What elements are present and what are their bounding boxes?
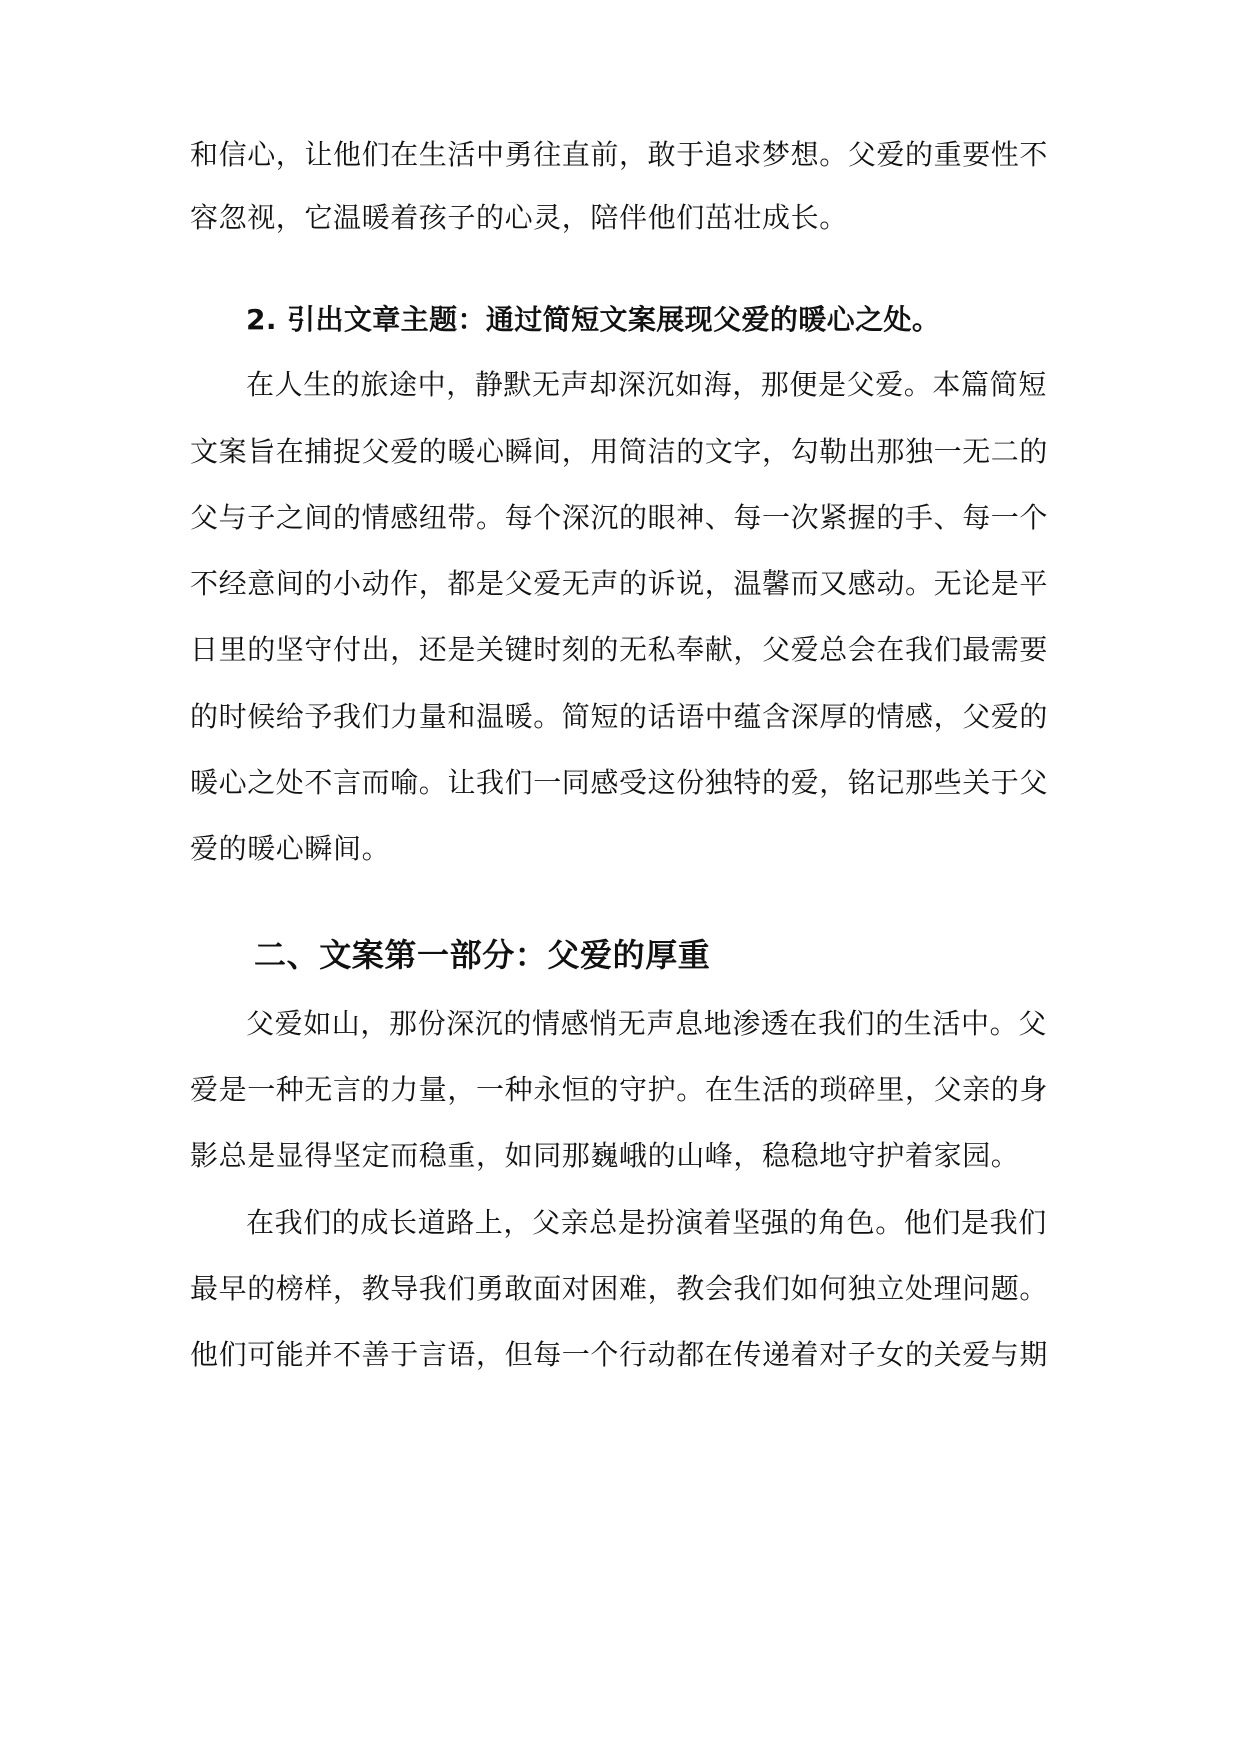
body-text-line: 日里的坚守付出，还是关键时刻的无私奉献，父爱总会在我们最需要 [190,633,1049,666]
subsection-heading: 2. 引出文章主题：通过简短文案展现父爱的暖心之处。 [246,303,941,336]
body-text-line: 不经意间的小动作，都是父爱无声的诉说，温馨而又感动。无论是平 [190,567,1049,600]
body-text-line: 父爱如山，那份深沉的情感悄无声息地渗透在我们的生活中。父 [246,1007,1047,1040]
body-text-line: 在人生的旅途中，静默无声却深沉如海，那便是父爱。本篇简短 [246,368,1047,401]
body-text-line: 和信心，让他们在生活中勇往直前，敢于追求梦想。父爱的重要性不 [190,138,1049,171]
section-heading: 二、文案第一部分：父爱的厚重 [254,936,711,974]
body-text-line: 父与子之间的情感纽带。每个深沉的眼神、每一次紧握的手、每一个 [190,501,1049,534]
body-text-line: 影总是显得坚定而稳重，如同那巍峨的山峰，稳稳地守护着家园。 [190,1139,1020,1172]
body-text-line: 的时候给予我们力量和温暖。简短的话语中蕴含深厚的情感，父爱的 [190,700,1049,733]
body-text-line: 容忽视，它温暖着孩子的心灵，陪伴他们茁壮成长。 [190,201,848,234]
body-text-line: 文案旨在捕捉父爱的暖心瞬间，用简洁的文字，勾勒出那独一无二的 [190,435,1049,468]
body-text-line: 暖心之处不言而喻。让我们一同感受这份独特的爱，铭记那些关于父 [190,766,1049,799]
body-text-line: 最早的榜样，教导我们勇敢面对困难，教会我们如何独立处理问题。 [190,1272,1049,1305]
body-text-line: 在我们的成长道路上，父亲总是扮演着坚强的角色。他们是我们 [246,1206,1047,1239]
body-text-line: 爱的暖心瞬间。 [190,832,391,865]
body-text-line: 爱是一种无言的力量，一种永恒的守护。在生活的琐碎里，父亲的身 [190,1073,1049,1106]
body-text-line: 他们可能并不善于言语，但每一个行动都在传递着对子女的关爱与期 [190,1338,1049,1371]
